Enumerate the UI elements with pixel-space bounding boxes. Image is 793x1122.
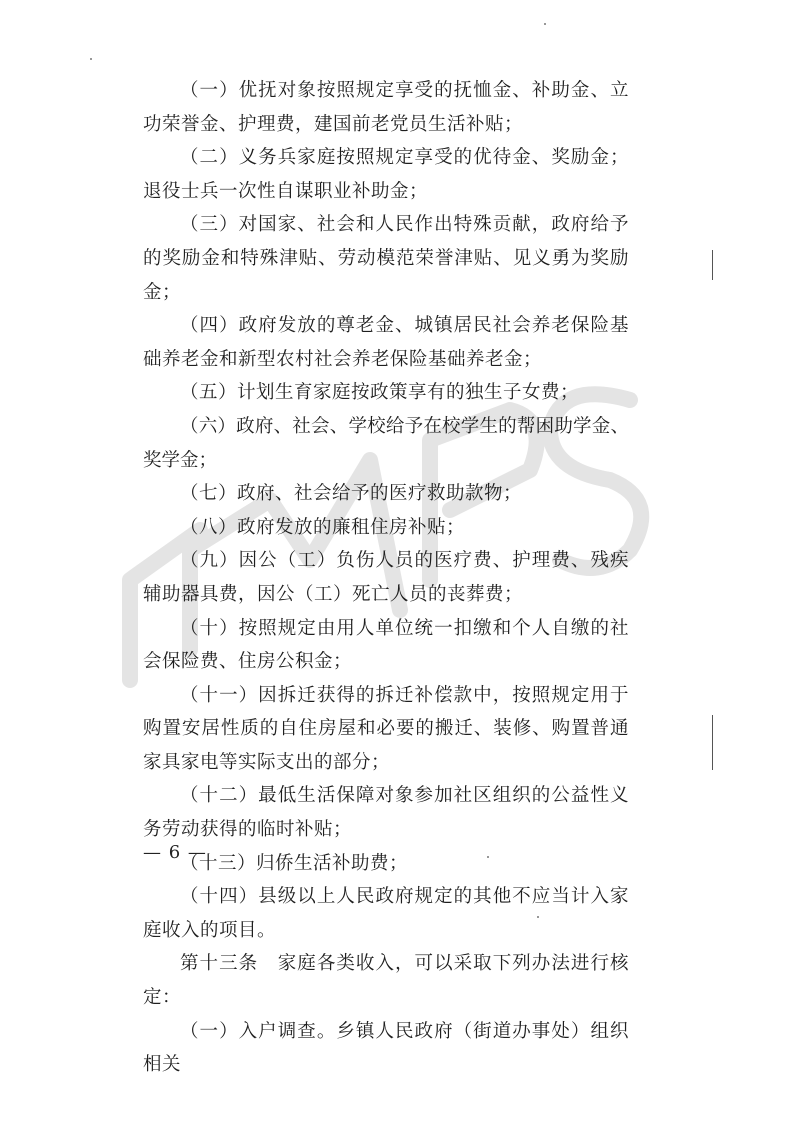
paragraph: （十三）归侨生活补助费；: [180, 852, 409, 874]
paragraph: （八）政府发放的廉租住房补贴；: [180, 516, 466, 538]
paragraph: （十）按照规定由用人单位统一扣缴和个人自缴的社会保险费、住房公积金；: [143, 617, 629, 673]
paragraph: （十一）因拆迁获得的拆迁补偿款中，按照规定用于购置安居性质的自住房屋和必要的搬迁、装修、购置普通家具家电等实际支出的部分；: [143, 684, 629, 773]
body-text: [143, 74, 629, 1082]
paragraph: （十二）最低生活保障对象参加社区组织的公益性义务劳动获得的临时补贴；: [143, 785, 629, 841]
scan-dot: [487, 856, 489, 858]
scan-dot: [90, 58, 92, 60]
scan-artifact: [712, 250, 713, 280]
paragraph: （一）优抚对象按照规定享受的抚恤金、补助金、立功荣誉金、护理费，建国前老党员生活补贴；: [143, 80, 629, 135]
paragraph: （十四）县级以上人民政府规定的其他不应当计入家庭收入的项目。: [143, 886, 629, 941]
paragraph: （一）入户调查。乡镇人民政府（街道办事处）组织相关: [143, 1020, 629, 1076]
scan-dot: [537, 916, 539, 918]
paragraph: （六）政府、社会、学校给予在校学生的帮困助学金、奖学金；: [143, 415, 629, 471]
paragraph: （四）政府发放的尊老金、城镇居民社会养老保险基础养老金和新型农村社会养老保险基础养老金；: [143, 315, 629, 370]
paragraph: （三）对国家、社会和人民作出特殊贡献，政府给予的奖励金和特殊津贴、劳动模范荣誉津贴、见义勇为奖励金；: [143, 214, 629, 303]
paragraph: （二）义务兵家庭按照规定享受的优待金、奖励金；退役士兵一次性自谋职业补助金；: [143, 147, 629, 202]
scan-dot: [544, 23, 546, 25]
page-number: — 6 —: [143, 842, 207, 863]
scan-artifact: [712, 715, 713, 770]
article-heading: 第十三条 家庭各类收入，可以采取下列办法进行核定：: [143, 953, 629, 1009]
paragraph: （五）计划生育家庭按政策享有的独生子女费；: [180, 382, 580, 404]
paragraph: （九）因公（工）负伤人员的医疗费、护理费、残疾辅助器具费，因公（工）死亡人员的丧葬费；: [143, 550, 629, 605]
paragraph: （七）政府、社会给予的医疗救助款物；: [180, 483, 523, 505]
